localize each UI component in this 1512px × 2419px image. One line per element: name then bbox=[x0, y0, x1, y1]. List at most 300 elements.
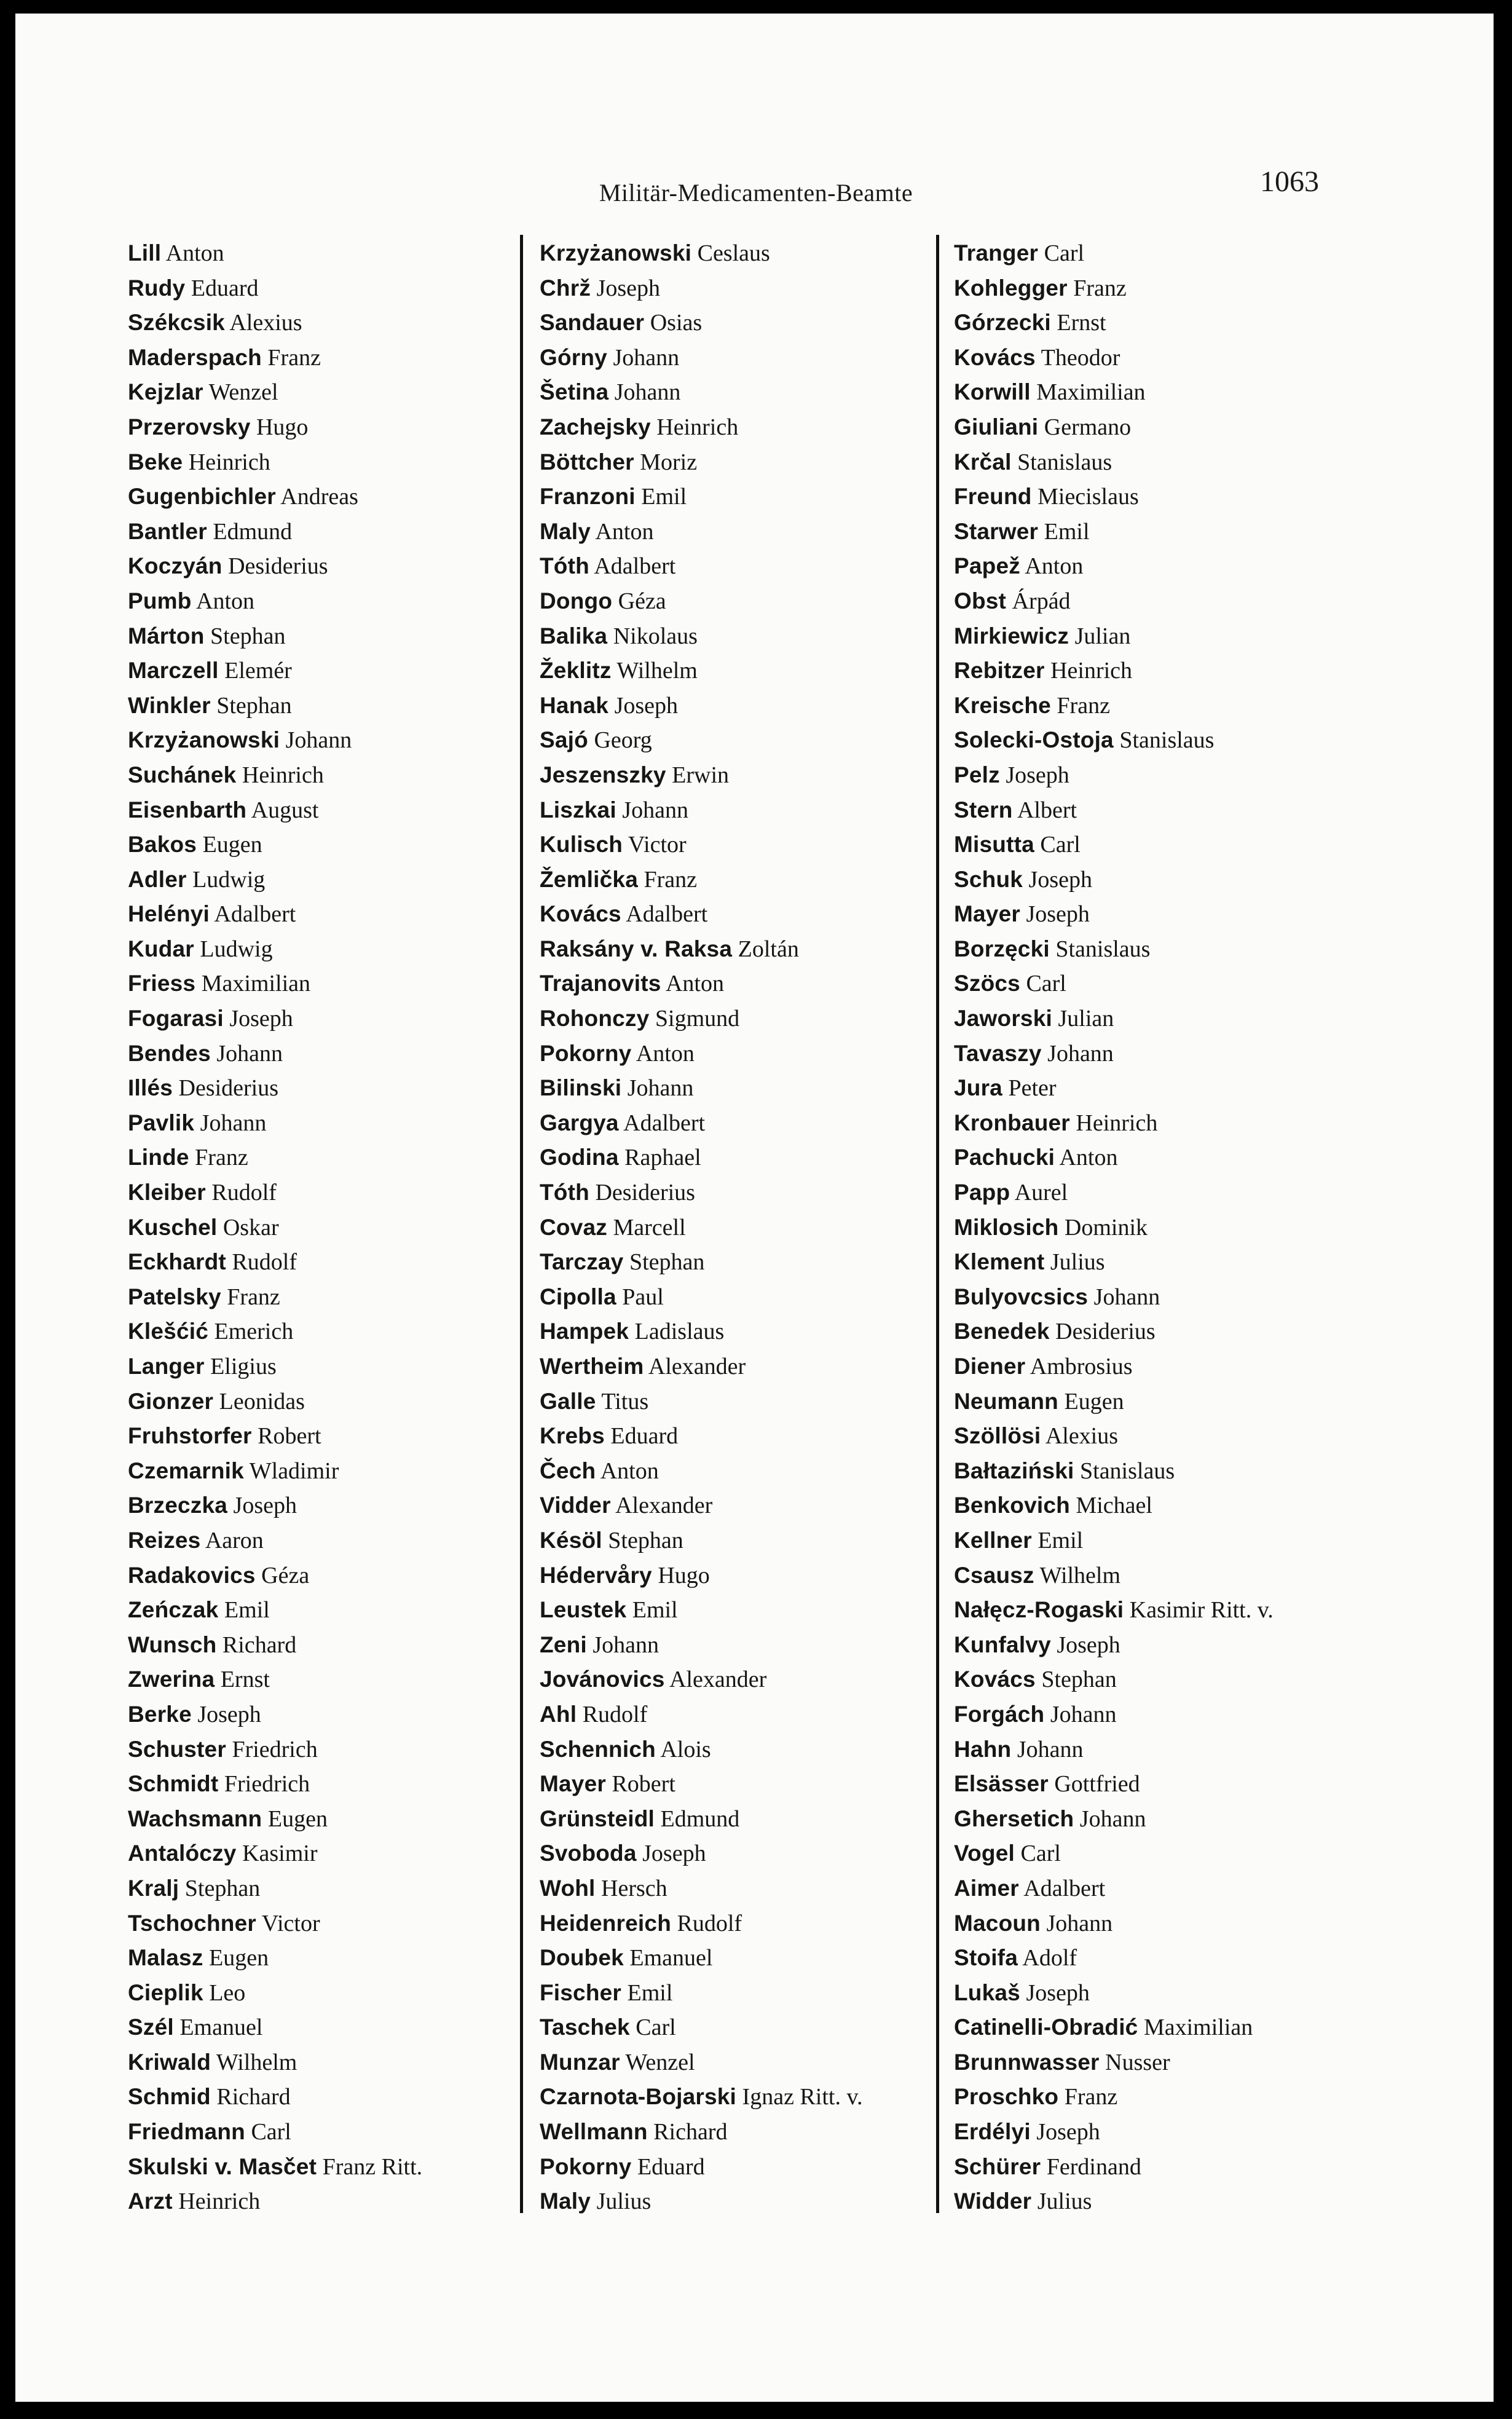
given-name: Anton bbox=[595, 518, 654, 545]
name-entry bbox=[128, 515, 422, 550]
name-entry bbox=[954, 932, 1274, 967]
given-name: Maximilian bbox=[201, 971, 311, 997]
given-name: Joseph bbox=[197, 1701, 261, 1727]
given-name: Stephan bbox=[216, 692, 292, 719]
given-name: Stanislaus bbox=[1055, 936, 1151, 962]
name-entry bbox=[540, 1732, 862, 1767]
surname: Catinelli-Obradić bbox=[954, 2015, 1138, 2040]
surname: Nałęcz-Rogaski bbox=[954, 1597, 1124, 1623]
name-entry bbox=[954, 1767, 1274, 1802]
surname: Liszkai bbox=[540, 797, 616, 823]
name-entry bbox=[128, 236, 422, 271]
given-name: Joseph bbox=[1026, 1979, 1090, 2006]
name-entry bbox=[128, 1732, 422, 1767]
given-name: Heinrich bbox=[656, 414, 739, 440]
given-name: Carl bbox=[1020, 1841, 1061, 1867]
given-name: Wenzel bbox=[625, 2049, 695, 2075]
given-name: Stephan bbox=[608, 1527, 683, 1553]
surname: Cipolla bbox=[540, 1284, 616, 1309]
surname: Sandauer bbox=[540, 310, 645, 336]
given-name: Robert bbox=[258, 1423, 321, 1450]
name-entry bbox=[128, 758, 422, 793]
name-entry bbox=[954, 2080, 1274, 2115]
given-name: Eugen bbox=[1064, 1388, 1124, 1415]
surname: Cieplik bbox=[128, 1979, 203, 2005]
surname: Malasz bbox=[128, 1945, 203, 1971]
surname: Solecki-Ostoja bbox=[954, 727, 1114, 753]
given-name: Anton bbox=[1059, 1145, 1118, 1171]
surname: Covaz bbox=[540, 1214, 607, 1240]
surname: Widder bbox=[954, 2188, 1032, 2214]
name-entry bbox=[540, 1558, 862, 1593]
surname: Kovács bbox=[540, 901, 621, 927]
surname: Papp bbox=[954, 1180, 1010, 1206]
name-entry bbox=[128, 1071, 422, 1106]
surname: Gionzer bbox=[128, 1388, 214, 1414]
surname: Hampek bbox=[540, 1319, 629, 1344]
given-name: Anton bbox=[1025, 553, 1084, 580]
given-name: Géza bbox=[261, 1562, 310, 1588]
given-name: Géza bbox=[618, 588, 666, 614]
surname: Tóth bbox=[540, 1180, 589, 1206]
surname: Pokorny bbox=[540, 2153, 632, 2179]
surname: Székcsik bbox=[128, 310, 225, 336]
given-name: Johann bbox=[593, 1632, 660, 1658]
name-entry bbox=[128, 410, 422, 445]
surname: Késöl bbox=[540, 1527, 602, 1553]
name-entry bbox=[128, 1036, 422, 1071]
name-entry bbox=[954, 723, 1274, 758]
name-entry bbox=[128, 375, 422, 410]
name-entry bbox=[540, 1280, 862, 1315]
given-name: Rudolf bbox=[582, 1701, 648, 1727]
given-name: Julian bbox=[1074, 623, 1131, 649]
surname: Schmidt bbox=[128, 1771, 219, 1797]
given-name: Edmund bbox=[213, 518, 293, 545]
surname: Obst bbox=[954, 588, 1007, 614]
surname: Stoifa bbox=[954, 1945, 1018, 1971]
name-entry bbox=[954, 1140, 1274, 1175]
page-title: Militär-Medicamenten-Beamte bbox=[599, 179, 913, 207]
given-name: Joseph bbox=[1036, 2119, 1100, 2145]
given-name: Wenzel bbox=[208, 379, 278, 406]
name-entry bbox=[540, 2115, 862, 2150]
surname: Benedek bbox=[954, 1319, 1050, 1344]
given-name: Desiderius bbox=[1055, 1319, 1156, 1345]
given-name: Joseph bbox=[1006, 762, 1069, 788]
surname: Borzęcki bbox=[954, 936, 1050, 961]
surname: Klement bbox=[954, 1249, 1045, 1275]
name-entry bbox=[954, 1175, 1274, 1210]
given-name: Osias bbox=[650, 310, 703, 336]
surname: Jura bbox=[954, 1075, 1002, 1101]
surname: Adler bbox=[128, 866, 187, 892]
given-name: Alexander bbox=[615, 1493, 713, 1519]
given-name: Eduard bbox=[637, 2153, 705, 2180]
surname: Jeszenszky bbox=[540, 762, 666, 787]
name-entry bbox=[540, 1593, 862, 1628]
given-name: Emil bbox=[1044, 518, 1090, 545]
name-entry bbox=[128, 827, 422, 862]
name-entry bbox=[954, 515, 1274, 550]
surname: Vogel bbox=[954, 1841, 1015, 1866]
name-entry bbox=[954, 584, 1274, 619]
surname: Wertheim bbox=[540, 1354, 644, 1379]
name-entry bbox=[954, 966, 1274, 1001]
given-name: Anton bbox=[165, 240, 224, 266]
given-name: Carl bbox=[636, 2015, 676, 2041]
surname: Misutta bbox=[954, 832, 1034, 858]
name-column-2 bbox=[540, 236, 862, 2219]
name-column-3 bbox=[954, 236, 1274, 2219]
name-entry bbox=[128, 653, 422, 689]
given-name: Desiderius bbox=[595, 1180, 695, 1206]
given-name: Richard bbox=[222, 1632, 297, 1658]
given-name: Eugen bbox=[267, 1805, 328, 1832]
surname: Žeklitz bbox=[540, 658, 612, 684]
surname: Czemarnik bbox=[128, 1458, 244, 1483]
name-entry bbox=[954, 2010, 1274, 2045]
surname: Suchánek bbox=[128, 762, 237, 787]
name-entry bbox=[540, 689, 862, 724]
name-entry bbox=[540, 1071, 862, 1106]
name-entry bbox=[540, 271, 862, 306]
name-entry bbox=[540, 966, 862, 1001]
surname: Górzecki bbox=[954, 310, 1051, 336]
name-entry bbox=[954, 2184, 1274, 2219]
surname: Bilinski bbox=[540, 1075, 622, 1101]
name-entry bbox=[540, 1349, 862, 1384]
given-name: Joseph bbox=[642, 1841, 706, 1867]
surname: Vidder bbox=[540, 1493, 611, 1518]
given-name: Richard bbox=[216, 2084, 291, 2110]
given-name: Alois bbox=[660, 1736, 711, 1762]
surname: Böttcher bbox=[540, 449, 634, 475]
name-entry bbox=[540, 862, 862, 898]
given-name: Friedrich bbox=[224, 1771, 310, 1797]
name-entry bbox=[540, 1140, 862, 1175]
surname: Bulyovcsics bbox=[954, 1284, 1089, 1309]
name-entry bbox=[128, 1280, 422, 1315]
surname: Maly bbox=[540, 518, 591, 544]
name-entry bbox=[540, 1697, 862, 1732]
name-entry bbox=[128, 1349, 422, 1384]
name-entry bbox=[128, 689, 422, 724]
name-entry bbox=[540, 479, 862, 515]
surname: Grünsteidl bbox=[540, 1805, 655, 1831]
name-entry bbox=[128, 1662, 422, 1697]
surname: Trajanovits bbox=[540, 971, 661, 996]
given-name: Emanuel bbox=[179, 2015, 263, 2041]
name-entry bbox=[954, 758, 1274, 793]
given-name: Adalbert bbox=[214, 901, 296, 928]
surname: Zwerina bbox=[128, 1667, 215, 1692]
given-name: Emanuel bbox=[629, 1945, 713, 1971]
name-entry bbox=[954, 689, 1274, 724]
given-name: Carl bbox=[1040, 832, 1081, 858]
surname: Friess bbox=[128, 971, 196, 996]
given-name: Erwin bbox=[672, 762, 730, 788]
name-entry bbox=[954, 1036, 1274, 1071]
given-name: Julius bbox=[1037, 2188, 1092, 2215]
surname: Brzeczka bbox=[128, 1493, 228, 1518]
given-name: Emil bbox=[627, 1979, 673, 2006]
given-name: Emil bbox=[224, 1597, 270, 1624]
surname: Koczyán bbox=[128, 553, 222, 579]
surname: Taschek bbox=[540, 2015, 630, 2040]
given-name: Alexander bbox=[669, 1667, 767, 1693]
name-entry bbox=[540, 1767, 862, 1802]
given-name: Johann bbox=[1079, 1805, 1146, 1832]
name-entry bbox=[128, 793, 422, 828]
name-entry bbox=[128, 2184, 422, 2219]
given-name: Johann bbox=[1047, 1040, 1114, 1067]
given-name: Germano bbox=[1044, 414, 1132, 440]
given-name: Rudolf bbox=[232, 1249, 297, 1276]
name-entry bbox=[128, 1767, 422, 1802]
given-name: Hugo bbox=[256, 414, 309, 440]
surname: Fogarasi bbox=[128, 1006, 224, 1032]
name-entry bbox=[540, 1523, 862, 1558]
column-divider-2 bbox=[936, 235, 939, 2213]
name-entry bbox=[954, 1454, 1274, 1489]
given-name: Johann bbox=[622, 797, 688, 823]
given-name: Sigmund bbox=[655, 1006, 740, 1032]
given-name: Wilhelm bbox=[1039, 1562, 1121, 1588]
given-name: Oskar bbox=[222, 1214, 279, 1241]
surname: Klešćić bbox=[128, 1319, 208, 1344]
given-name: Andreas bbox=[280, 484, 358, 510]
given-name: Joseph bbox=[614, 692, 679, 719]
surname: Beke bbox=[128, 449, 183, 475]
name-entry bbox=[128, 445, 422, 480]
surname: Stern bbox=[954, 797, 1013, 823]
name-entry bbox=[954, 1871, 1274, 1906]
name-entry bbox=[954, 445, 1274, 480]
given-name: Stephan bbox=[629, 1249, 705, 1276]
name-entry bbox=[540, 1488, 862, 1523]
surname: Raksány v. Raksa bbox=[540, 936, 733, 961]
given-name: Peter bbox=[1008, 1075, 1057, 1102]
name-entry bbox=[128, 584, 422, 619]
surname: Neumann bbox=[954, 1388, 1058, 1414]
name-entry bbox=[128, 932, 422, 967]
surname: Dongo bbox=[540, 588, 613, 614]
surname: Przerovsky bbox=[128, 414, 251, 440]
surname: Tóth bbox=[540, 553, 589, 579]
name-entry bbox=[128, 862, 422, 898]
surname: Eckhardt bbox=[128, 1249, 226, 1275]
name-entry bbox=[128, 1941, 422, 1976]
given-name: Richard bbox=[653, 2119, 728, 2145]
surname: Benkovich bbox=[954, 1493, 1070, 1518]
surname: Kuschel bbox=[128, 1214, 218, 1240]
name-entry bbox=[540, 1175, 862, 1210]
surname: Winkler bbox=[128, 692, 211, 718]
name-entry bbox=[128, 2080, 422, 2115]
surname: Hédervåry bbox=[540, 1562, 652, 1588]
name-entry bbox=[128, 1558, 422, 1593]
given-name: Emil bbox=[1038, 1527, 1084, 1553]
name-entry bbox=[540, 1662, 862, 1697]
surname: Chrž bbox=[540, 275, 591, 301]
given-name: Alexius bbox=[1045, 1423, 1119, 1450]
name-entry bbox=[128, 1976, 422, 2011]
name-entry bbox=[954, 410, 1274, 445]
surname: Szöcs bbox=[954, 971, 1020, 996]
given-name: Desiderius bbox=[178, 1075, 279, 1102]
given-name: Ladislaus bbox=[634, 1319, 725, 1345]
name-entry bbox=[128, 1628, 422, 1663]
given-name: Joseph bbox=[1057, 1632, 1120, 1658]
surname: Balika bbox=[540, 623, 608, 649]
given-name: Leo bbox=[209, 1979, 246, 2006]
given-name: Emil bbox=[641, 484, 687, 510]
name-entry bbox=[954, 1210, 1274, 1245]
given-name: Leonidas bbox=[219, 1388, 305, 1415]
name-entry bbox=[128, 1245, 422, 1280]
given-name: Hugo bbox=[658, 1562, 710, 1588]
surname: Zeni bbox=[540, 1632, 587, 1657]
given-name: Wladimir bbox=[249, 1458, 339, 1484]
surname: Miklosich bbox=[954, 1214, 1059, 1240]
given-name: Wilhelm bbox=[616, 658, 698, 684]
given-name: Johann bbox=[216, 1040, 283, 1067]
given-name: Julius bbox=[596, 2188, 652, 2215]
page-number: 1063 bbox=[1260, 165, 1319, 198]
given-name: Franz bbox=[227, 1284, 280, 1310]
given-name: Alexander bbox=[648, 1354, 746, 1379]
given-name: Joseph bbox=[229, 1006, 293, 1032]
given-name: Rudolf bbox=[677, 1910, 742, 1936]
given-name: Anton bbox=[600, 1458, 659, 1484]
given-name: Aaron bbox=[205, 1527, 264, 1553]
name-entry bbox=[954, 1628, 1274, 1663]
surname: Arzt bbox=[128, 2188, 173, 2214]
surname: Wachsmann bbox=[128, 1805, 262, 1831]
name-entry bbox=[540, 2080, 862, 2115]
given-name: Joseph bbox=[1026, 901, 1090, 928]
name-entry bbox=[540, 1210, 862, 1245]
surname: Leustek bbox=[540, 1597, 627, 1623]
name-entry bbox=[954, 897, 1274, 932]
name-entry bbox=[954, 2045, 1274, 2080]
surname: Papež bbox=[954, 553, 1020, 579]
given-name: Johann bbox=[1017, 1736, 1084, 1762]
given-name: Franz bbox=[195, 1145, 248, 1171]
given-name: Gottfried bbox=[1054, 1771, 1140, 1797]
given-name: Theodor bbox=[1041, 344, 1120, 371]
name-entry bbox=[128, 2010, 422, 2045]
name-entry bbox=[954, 1384, 1274, 1419]
given-name: Nusser bbox=[1105, 2049, 1170, 2075]
surname: Bantler bbox=[128, 518, 207, 544]
surname: Kriwald bbox=[128, 2049, 211, 2075]
given-name: Johann bbox=[1050, 1701, 1117, 1727]
name-entry bbox=[128, 2115, 422, 2150]
given-name: Alexius bbox=[229, 310, 302, 336]
given-name: Desiderius bbox=[228, 553, 328, 580]
given-name: Aurel bbox=[1014, 1180, 1068, 1206]
surname: Kulisch bbox=[540, 832, 623, 858]
name-entry bbox=[954, 1419, 1274, 1454]
given-name: Johann bbox=[613, 344, 680, 371]
given-name: Ambrosius bbox=[1030, 1354, 1133, 1379]
given-name: Elemér bbox=[224, 658, 292, 684]
name-entry bbox=[954, 1314, 1274, 1349]
name-entry bbox=[954, 341, 1274, 376]
surname: Schennich bbox=[540, 1736, 656, 1762]
name-entry bbox=[954, 793, 1274, 828]
surname: Kronbauer bbox=[954, 1110, 1070, 1135]
name-entry bbox=[540, 1802, 862, 1837]
given-name: Robert bbox=[612, 1771, 675, 1797]
surname: Rudy bbox=[128, 275, 186, 301]
surname: Eisenbarth bbox=[128, 797, 247, 823]
surname: Ghersetich bbox=[954, 1805, 1074, 1831]
surname: Macoun bbox=[954, 1910, 1041, 1936]
name-entry bbox=[128, 2150, 422, 2185]
surname: Maderspach bbox=[128, 344, 262, 370]
name-entry bbox=[954, 2115, 1274, 2150]
given-name: Adolf bbox=[1022, 1945, 1077, 1971]
surname: Tavaszy bbox=[954, 1040, 1042, 1066]
surname: Čech bbox=[540, 1458, 596, 1483]
surname: Giuliani bbox=[954, 414, 1039, 440]
name-entry bbox=[128, 1871, 422, 1906]
given-name: Ludwig bbox=[200, 936, 273, 962]
surname: Antalóczy bbox=[128, 1841, 237, 1866]
name-entry bbox=[540, 827, 862, 862]
name-entry bbox=[954, 1976, 1274, 2011]
surname: Wunsch bbox=[128, 1632, 217, 1657]
surname: Svoboda bbox=[540, 1841, 637, 1866]
surname: Brunnwasser bbox=[954, 2049, 1100, 2075]
surname: Illés bbox=[128, 1075, 173, 1101]
surname: Berke bbox=[128, 1701, 192, 1727]
name-entry bbox=[128, 1697, 422, 1732]
given-name: Marcell bbox=[613, 1214, 686, 1241]
given-name: Victor bbox=[261, 1910, 320, 1936]
surname: Mayer bbox=[954, 901, 1020, 927]
given-name: Eligius bbox=[210, 1354, 277, 1379]
surname: Kohlegger bbox=[954, 275, 1068, 301]
given-name: Anton bbox=[665, 971, 724, 997]
given-name: Franz bbox=[1073, 275, 1127, 301]
given-name: Albert bbox=[1017, 797, 1077, 823]
surname: Kralj bbox=[128, 1875, 179, 1901]
given-name: Franz bbox=[1064, 2084, 1118, 2110]
surname: Górny bbox=[540, 344, 607, 370]
given-name: Emil bbox=[632, 1597, 678, 1624]
name-entry bbox=[540, 1976, 862, 2011]
given-name: Carl bbox=[251, 2119, 291, 2145]
surname: Krčal bbox=[954, 449, 1012, 475]
given-name: Edmund bbox=[660, 1805, 740, 1832]
surname: Bakos bbox=[128, 832, 197, 858]
name-entry bbox=[128, 549, 422, 584]
given-name: Adalbert bbox=[623, 1110, 706, 1136]
surname: Kleiber bbox=[128, 1180, 206, 1206]
surname: Šetina bbox=[540, 379, 609, 405]
name-entry bbox=[540, 1628, 862, 1663]
name-entry bbox=[954, 1906, 1274, 1941]
name-entry bbox=[540, 515, 862, 550]
name-entry bbox=[954, 827, 1274, 862]
surname: Proschko bbox=[954, 2084, 1059, 2110]
given-name: Heinrich bbox=[1076, 1110, 1158, 1136]
name-entry bbox=[954, 1662, 1274, 1697]
